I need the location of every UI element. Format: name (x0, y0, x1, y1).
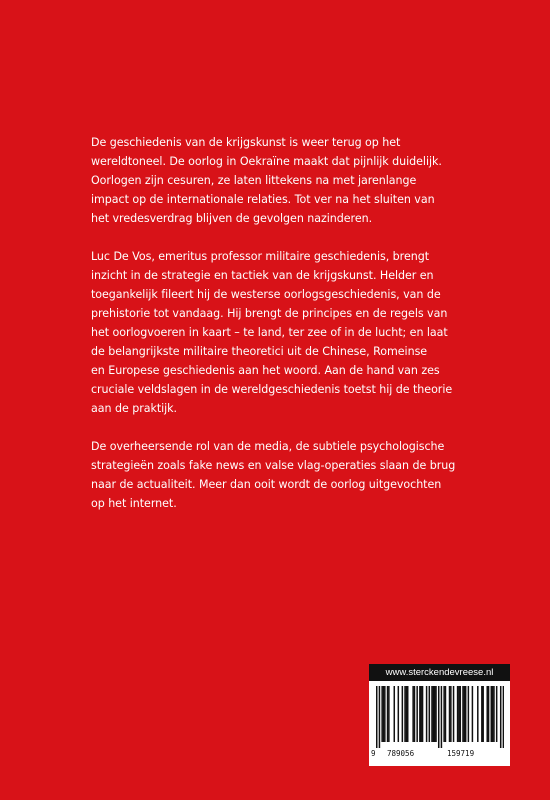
barcode-bar (402, 686, 404, 742)
isbn-digit-group: 159719 (447, 749, 475, 758)
barcode-bar (383, 686, 385, 742)
blurb-line: prehistorie tot vandaag. Hij brengt de principes en de regels van (91, 307, 448, 320)
barcode-bar (503, 686, 504, 748)
blurb-line: op het internet. (91, 497, 177, 510)
barcode-bar (458, 686, 460, 742)
blurb-line: aan de praktijk. (91, 402, 178, 415)
barcode-bar (388, 686, 390, 742)
barcode-bar (422, 686, 424, 742)
barcode-bar (398, 686, 400, 742)
barcode-bar (449, 686, 451, 742)
isbn-digit-group: 789056 (387, 749, 415, 758)
barcode-bar (419, 686, 421, 742)
blurb-line: naar de actualiteit. Meer dan ooit wordt de oorlog uitgevochten (91, 478, 442, 491)
barcode-bar (486, 686, 488, 742)
blurb-paragraph-2 (91, 247, 471, 418)
barcode-bar (429, 686, 431, 742)
blurb-line: De geschiedenis van de krijgskunst is weer terug op het (91, 136, 401, 149)
barcode-bar (434, 686, 436, 742)
barcode-bar (491, 686, 493, 742)
barcode-bar (441, 686, 443, 748)
barcode-bar (433, 686, 435, 742)
publisher-website: www.sterckendevreese.nl (369, 664, 510, 681)
barcode-bar (414, 686, 416, 742)
blurb-line: en Europese geschiedenis aan het woord. Aan de hand van zes (91, 364, 440, 377)
blurb-line: Luc De Vos, emeritus professor militaire geschiedenis, brengt (91, 250, 429, 263)
barcode-bar (431, 686, 433, 742)
barcode-bar (384, 686, 386, 742)
barcode-bar (381, 686, 383, 742)
barcode-block (369, 664, 510, 766)
barcode-bar (445, 686, 447, 742)
blurb-line: wereldtoneel. De oorlog in Oekraïne maakt dat pijnlijk duidelijk. (91, 155, 442, 168)
barcode-bar (482, 686, 484, 742)
barcode-bar (477, 686, 479, 742)
barcode-bar (460, 686, 462, 742)
barcode-bar (387, 686, 389, 742)
barcode-bar (412, 686, 414, 742)
blurb-line: toegankelijk fileert hij de westerse oorlogsgeschiedenis, van de (91, 288, 441, 301)
barcode-bar (453, 686, 455, 742)
barcode-bar (376, 686, 378, 748)
blurb-line: cruciale veldslagen in de wereldgeschiedenis toetst hij de theorie (91, 383, 453, 396)
isbn-number (369, 748, 510, 760)
blurb-line: De overheersende rol van de media, de subtiele psychologische (91, 440, 445, 453)
barcode-bar (450, 686, 452, 742)
barcode-bar (488, 686, 490, 742)
barcode-bar (404, 686, 406, 742)
blurb-text (91, 133, 471, 532)
barcode-bar (492, 686, 494, 742)
barcode-bar (472, 686, 474, 742)
blurb-line: Oorlogen zijn cesuren, ze laten littekens na met jarenlange (91, 174, 417, 187)
barcode-bar (406, 686, 408, 742)
blurb-line: inzicht in de strategie en tactiek van de krijgskunst. Helder en (91, 269, 434, 282)
barcode-bar (443, 686, 445, 742)
blurb-line: strategieën zoals fake news en valse vlag-operaties slaan de brug (91, 459, 456, 472)
barcode-bar (435, 686, 437, 742)
blurb-paragraph-1 (91, 133, 471, 228)
barcode-bar (438, 686, 440, 748)
blurb-line: de belangrijkste militaire theoretici uit de Chinese, Romeinse (91, 345, 428, 358)
barcode-bar (407, 686, 409, 742)
blurb-line: het oorlogvoeren in kaart – te land, ter zee of in de lucht; en laat (91, 326, 448, 339)
barcode-bar (379, 686, 381, 748)
barcode-bar (457, 686, 459, 742)
isbn-digit-group: 9 (371, 749, 376, 758)
barcode-bar (493, 686, 495, 742)
barcode-bar (500, 686, 502, 748)
barcode-bar (468, 686, 470, 742)
blurb-paragraph-3 (91, 437, 471, 513)
barcode-bar (394, 686, 396, 742)
barcode-bar (496, 686, 498, 742)
barcode-bar (465, 686, 467, 742)
barcode-bar (416, 686, 418, 742)
barcode-bar (420, 686, 422, 742)
barcode-image (376, 686, 504, 748)
barcode-bar (426, 686, 428, 742)
blurb-line: het vredesverdrag blijven de gevolgen nazinderen. (91, 212, 373, 225)
blurb-line: impact op de internationale relaties. Tot ver na het sluiten van (91, 193, 435, 206)
barcode-bar (464, 686, 466, 742)
barcode-bar (481, 686, 483, 742)
barcode-bar (462, 686, 464, 742)
